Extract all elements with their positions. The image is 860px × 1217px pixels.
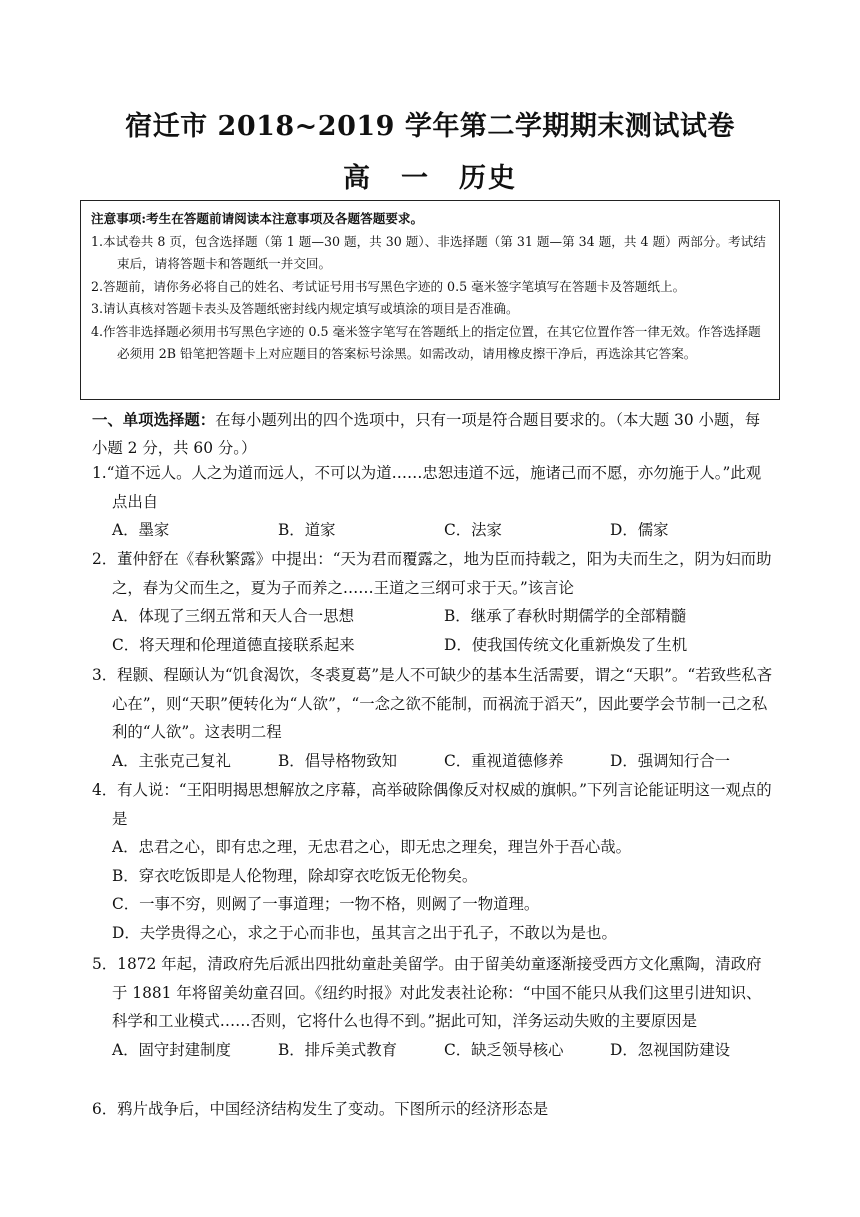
notice-item: 3.请认真核对答题卡表头及答题纸密封线内规定填写或填涂的项目是否准确。: [91, 301, 519, 316]
option-c: C．一事不穷，则阙了一事道理；一物不格，则阙了一物道理。: [112, 895, 540, 913]
option-a: A．墨家: [112, 521, 170, 539]
notice-heading: 注意事项:考生在答题前请阅读本注意事项及各题答题要求。: [91, 211, 424, 226]
option-c: C．缺乏领导核心: [444, 1040, 564, 1059]
option-b: B．倡导格物致知: [278, 751, 398, 770]
option-list: [92, 747, 776, 776]
section-intro: [92, 406, 772, 462]
option-a: A．忠君之心，即有忠之理，无忠君之心，即无忠之理矣，理岂外于吾心哉。: [112, 838, 632, 856]
question-stem: 2．董仲舒在《春秋繁露》中提出：“天为君而覆露之，地为臣而持载之，阳为夫而生之，阴为妇而助之，春为父而生之，夏为子而养之……王道之三纲可求于天。”该言论: [92, 550, 772, 597]
option-c: C．将天理和伦理道德直接联系起来: [112, 635, 355, 654]
notice-box: [80, 200, 780, 400]
question-4: [92, 776, 776, 947]
option-b: B．穿衣吃饭即是人伦物理，除却穿衣吃饭无伦物矣。: [112, 866, 478, 885]
option-list: [92, 516, 776, 545]
option-c: C．法家: [444, 521, 502, 539]
section-text: 在每小题列出的四个选项中，只有一项是符合题目要求的。（本大题 30 小题，每小题 2 分，共 60 分。）: [92, 411, 761, 457]
question-5: [92, 950, 776, 1064]
option-c: C．重视道德修养: [444, 751, 564, 770]
question-stem: 6．鸦片战争后，中国经济结构发生了变动。下图所示的经济形态是: [92, 1100, 549, 1118]
question-6: [92, 1095, 776, 1124]
option-b: B．继承了春秋时期儒学的全部精髓: [444, 607, 687, 625]
option-d: D．强调知行合一: [610, 751, 731, 770]
question-stem: 5．1872 年起，清政府先后派出四批幼童赴美留学。由于留美幼童逐渐接受西方文化熏陶，清政府于 1881 年将留美幼童召回。《纽约时报》对此发表社论称：“中国不能只从我们这里引进知识、科学和工业模式……否则，它将什么也得不到。”据此可知，洋务运动失败的主要原因是: [92, 955, 762, 1030]
notice-item: 4.作答非选择题必须用书写黑色字迹的 0.5 毫米签字笔写在答题纸上的指定位置，在其它位置作答一律无效。作答选择题必须用 2B 铅笔把答题卡上对应题目的答案标号涂黑。如需改动，请用橡皮擦干净后，再选涂其它答案。: [91, 323, 761, 361]
exam-subtitle: 高 一 历史: [343, 163, 517, 194]
section-heading: 一、单项选择题：: [92, 411, 216, 429]
option-a: A．主张克己复礼: [112, 751, 231, 770]
question-2: [92, 545, 776, 659]
question-1: [92, 459, 776, 545]
option-a: A．固守封建制度: [112, 1040, 231, 1059]
option-b: B．排斥美式教育: [278, 1040, 398, 1059]
notice-item: 2.答题前，请你务必将自己的姓名、考试证号用书写黑色字迹的 0.5 毫米签字笔填写在答题卡及答题纸上。: [91, 278, 686, 294]
option-a: A．体现了三纲五常和天人合一思想: [112, 607, 354, 625]
question-stem: 4．有人说：“王阳明揭思想解放之序幕，高举破除偶像反对权威的旗帜。”下列言论能证明这一观点的是: [92, 781, 772, 828]
option-d: D．忽视国防建设: [610, 1040, 731, 1059]
notice-item: 1.本试卷共 8 页，包含选择题（第 1 题—30 题，共 30 题）、非选择题（第 31 题—第 34 题，共 4 题）两部分。考试结束后，请将答题卡和答题纸一并交回。: [91, 233, 766, 271]
option-list: [92, 602, 776, 631]
question-3: [92, 661, 776, 775]
option-d: D．夫学贵得之心，求之于心而非也，虽其言之出于孔子，不敢以为是也。: [112, 923, 617, 942]
option-d: D．使我国传统文化重新焕发了生机: [444, 635, 688, 654]
option-list: [92, 631, 776, 660]
option-list: [92, 1036, 776, 1065]
option-b: B．道家: [278, 521, 336, 539]
option-d: D．儒家: [610, 521, 669, 539]
question-stem: 1.“道不远人。人之为道而远人，不可以为道……忠恕违道不远，施诸己而不愿，亦勿施于人。”此观点出自: [92, 464, 762, 511]
exam-title: 宿迁市 2018~2019 学年第二学期期末测试试卷: [125, 111, 735, 142]
question-stem: 3．程颢、程颐认为“饥食渴饮，冬裘夏葛”是人不可缺少的基本生活需要，谓之“天职”。“若致些私吝心在”，则“天职”便转化为“人欲”，“一念之欲不能制，而祸流于滔天”，因此要学会节制一己之私利的“人欲”。这表明二程: [92, 666, 773, 741]
